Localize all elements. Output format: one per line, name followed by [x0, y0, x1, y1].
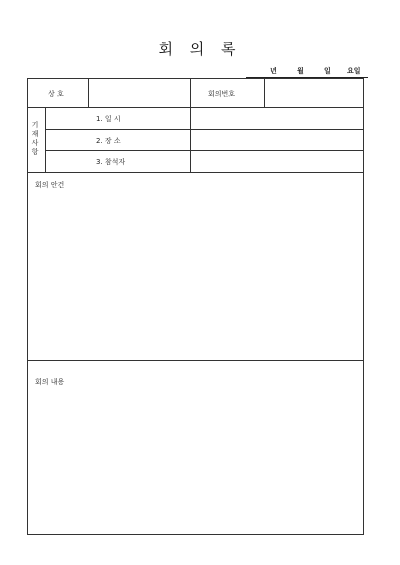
company-label: 상 호 [48, 90, 64, 98]
meeting-number-field[interactable] [265, 79, 363, 107]
location-field[interactable] [191, 130, 363, 150]
divider [45, 107, 46, 172]
date-time-label: 1. 일 시 [96, 115, 121, 123]
minutes-form [27, 78, 364, 535]
meeting-number-label: 회의번호 [208, 90, 236, 98]
attendees-label: 3. 참석자 [96, 158, 126, 166]
date-weekday-label: 요일 [347, 67, 361, 75]
content-field[interactable] [28, 361, 363, 534]
section-label [31, 121, 41, 157]
content-label: 회의 내용 [35, 378, 65, 386]
agenda-field[interactable] [28, 173, 363, 359]
section-label-text: 기재사항 [31, 121, 39, 156]
date-time-field[interactable] [191, 108, 363, 129]
company-field[interactable] [89, 79, 190, 107]
document-title: 회 의 록 [158, 40, 242, 58]
date-day-label: 일 [324, 67, 331, 75]
date-month-label: 월 [297, 67, 304, 75]
date-year-label: 년 [270, 67, 277, 75]
date-line[interactable] [246, 66, 368, 78]
location-label: 2. 장 소 [96, 137, 121, 145]
agenda-label: 회의 안건 [35, 181, 65, 189]
attendees-field[interactable] [191, 151, 363, 172]
